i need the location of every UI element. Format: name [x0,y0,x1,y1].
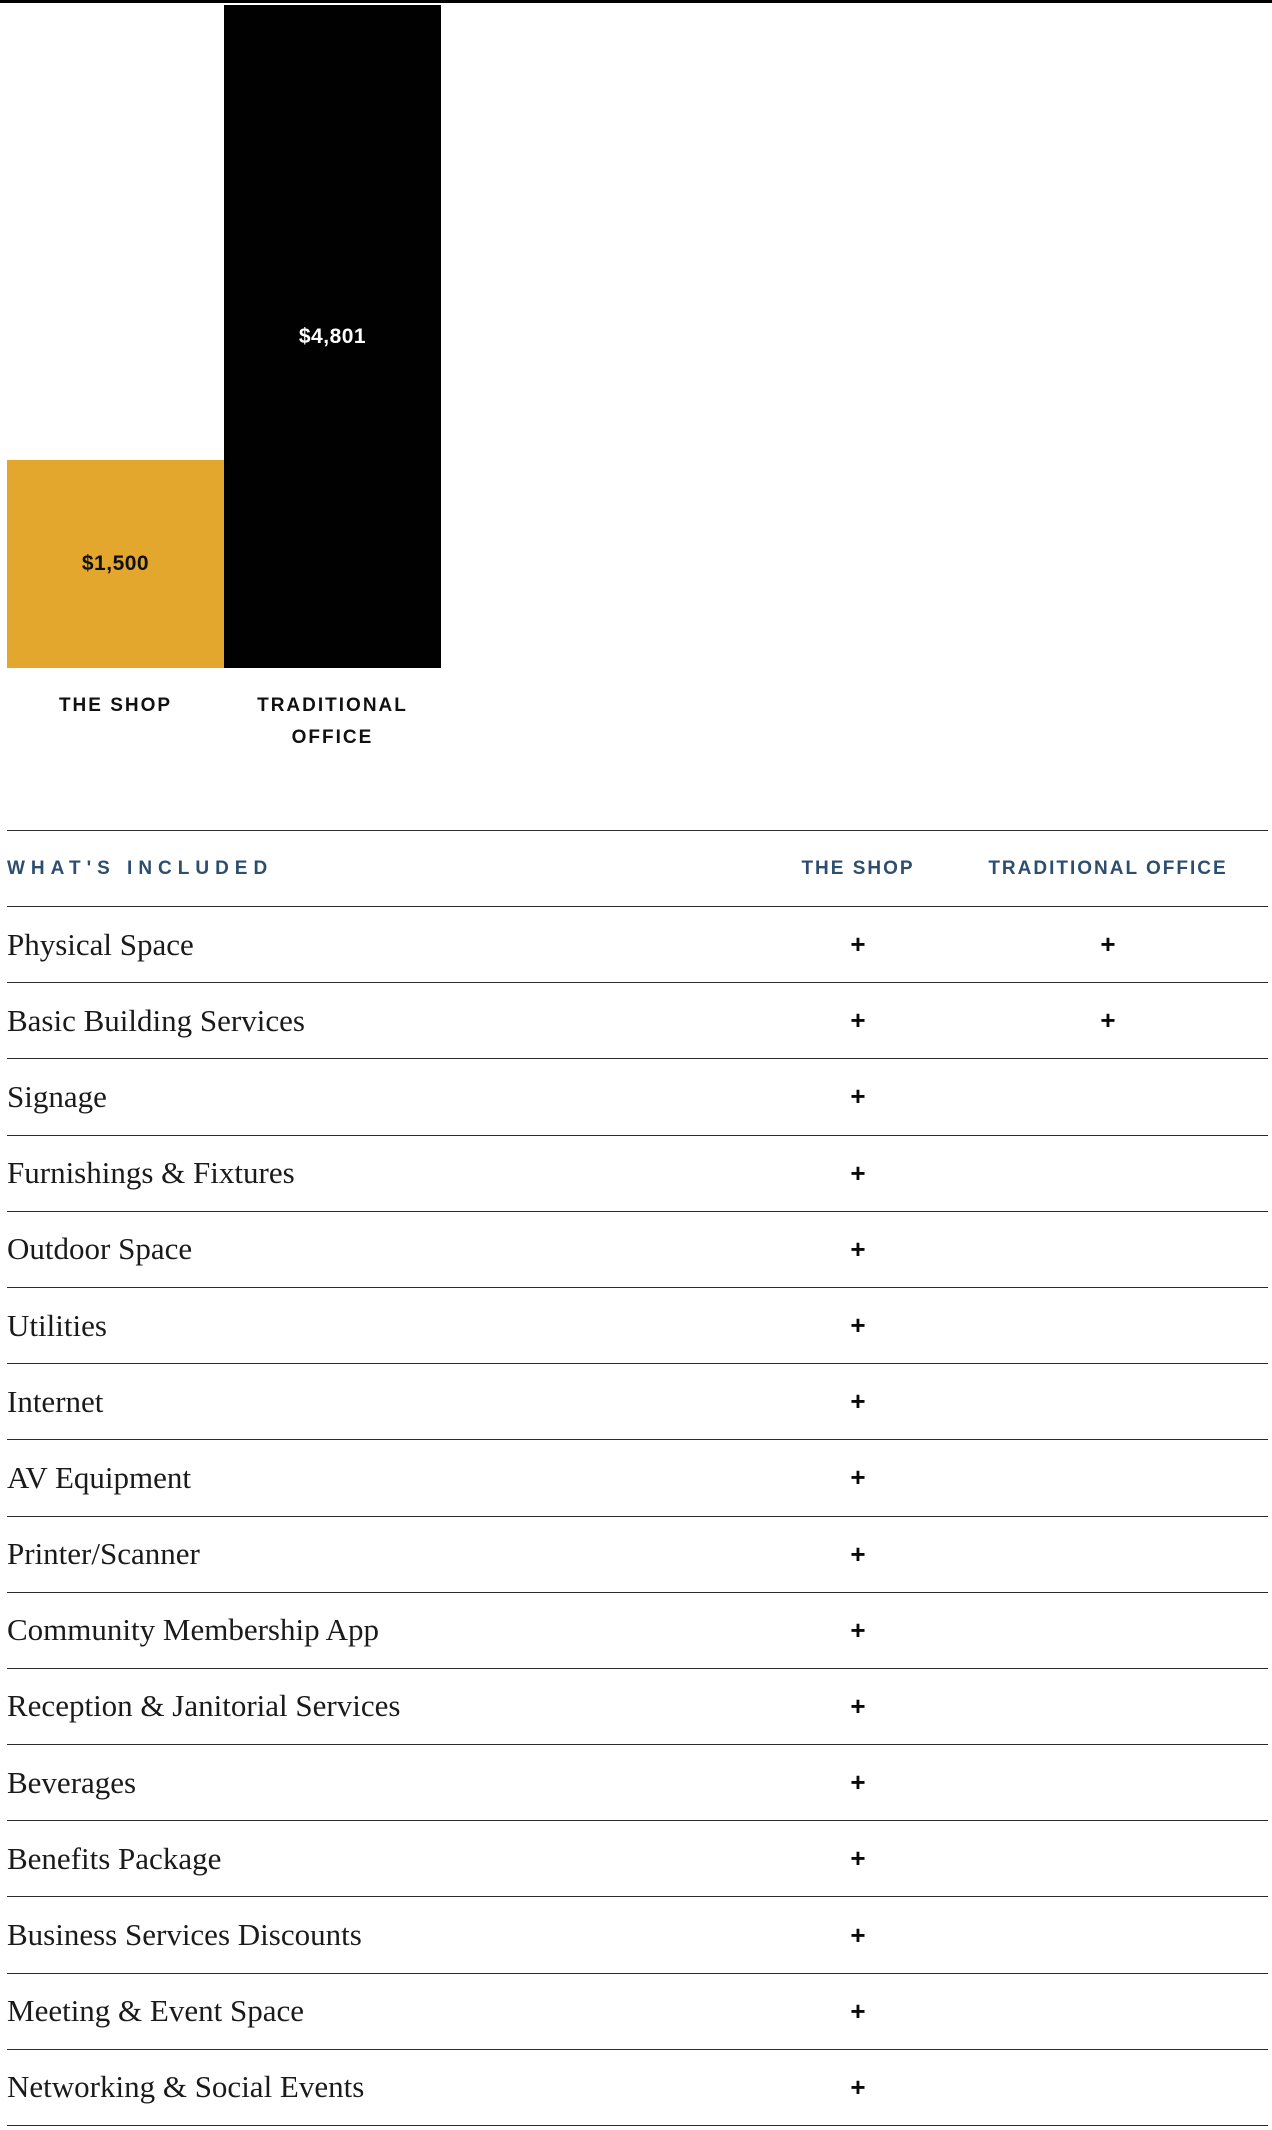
office-plus-icon [948,1592,1268,1668]
bar-value-label-traditional-office: $4,801 [298,324,367,348]
shop-plus-icon: + [850,1919,866,1950]
table-row-business-services-discounts [7,1897,1268,1973]
table-row-utilities [7,1287,1268,1363]
feature-label: Business Services Discounts [7,1917,362,1953]
table-row-beverages [7,1745,1268,1821]
feature-label: Physical Space [7,926,194,962]
feature-label: Printer/Scanner [7,1536,200,1572]
feature-label: Networking & Social Events [7,2069,365,2105]
office-plus-icon [948,1440,1268,1516]
bar-the-shop [7,460,224,668]
feature-label: Benefits Package [7,1840,222,1876]
shop-plus-icon: + [850,1386,866,1417]
shop-plus-icon: + [850,1233,866,1264]
table-row-basic-building-services [7,983,1268,1059]
office-plus-icon [948,1668,1268,1744]
office-plus-icon: + [1100,1005,1116,1036]
monthly-cost-bar-chart [0,0,1272,830]
office-plus-icon [948,1821,1268,1897]
shop-plus-icon: + [850,2071,866,2102]
shop-plus-icon: + [850,1690,866,1721]
office-plus-icon [948,1287,1268,1363]
shop-plus-icon: + [850,929,866,960]
office-plus-icon [948,1516,1268,1592]
office-plus-icon [948,1745,1268,1821]
table-row-community-membership-app [7,1592,1268,1668]
bar-value-label-the-shop: $1,500 [81,552,150,575]
col-header-traditional-office: TRADITIONAL OFFICE [988,857,1228,879]
shop-plus-icon: + [850,1081,866,1112]
shop-plus-icon: + [850,1538,866,1569]
office-plus-icon: + [1100,929,1116,960]
table-row-meeting-event-space [7,1973,1268,2049]
table-row-physical-space [7,907,1268,983]
shop-plus-icon: + [850,1614,866,1645]
feature-label: Signage [7,1078,107,1114]
table-row-furnishings-fixtures [7,1135,1268,1211]
table-row-networking-social-events [7,2049,1268,2125]
feature-label: Beverages [7,1764,137,1800]
bar-traditional-office [224,5,441,668]
office-plus-icon [948,1135,1268,1211]
table-row-printer-scanner [7,1516,1268,1592]
office-plus-icon [948,1211,1268,1287]
table-row-signage [7,1059,1268,1135]
shop-plus-icon: + [850,1005,866,1036]
shop-plus-icon: + [850,1462,866,1493]
feature-label: Meeting & Event Space [7,1993,304,2029]
col-header-the-shop: THE SHOP [801,857,915,879]
axis-label-the-shop: THE SHOP [58,695,173,716]
table-header-row [7,831,1268,907]
table-row-internet [7,1364,1268,1440]
office-plus-icon [948,1897,1268,1973]
feature-label: AV Equipment [7,1459,192,1495]
office-plus-icon [948,1059,1268,1135]
table-row-outdoor-space [7,1211,1268,1287]
feature-label: Reception & Janitorial Services [7,1688,401,1724]
feature-label: Internet [7,1383,104,1419]
office-plus-icon [948,1973,1268,2049]
feature-label: Utilities [7,1307,107,1343]
axis-label-traditional-office: TRADITIONAL OFFICE [257,695,408,748]
office-plus-icon [948,2049,1268,2125]
table-row-av-equipment [7,1440,1268,1516]
col-header-whats-included: WHAT'S INCLUDED [7,857,274,879]
whats-included-table [7,830,1268,2126]
shop-plus-icon: + [850,1767,866,1798]
table-row-reception-janitorial [7,1668,1268,1744]
shop-plus-icon: + [850,1157,866,1188]
feature-label: Furnishings & Fixtures [7,1155,295,1191]
feature-label: Community Membership App [7,1612,379,1648]
feature-label: Outdoor Space [7,1231,193,1267]
office-plus-icon [948,1364,1268,1440]
table-row-benefits-package [7,1821,1268,1897]
feature-label: Basic Building Services [7,1002,305,1038]
shop-plus-icon: + [850,1843,866,1874]
shop-plus-icon: + [850,1995,866,2026]
shop-plus-icon: + [850,1310,866,1341]
